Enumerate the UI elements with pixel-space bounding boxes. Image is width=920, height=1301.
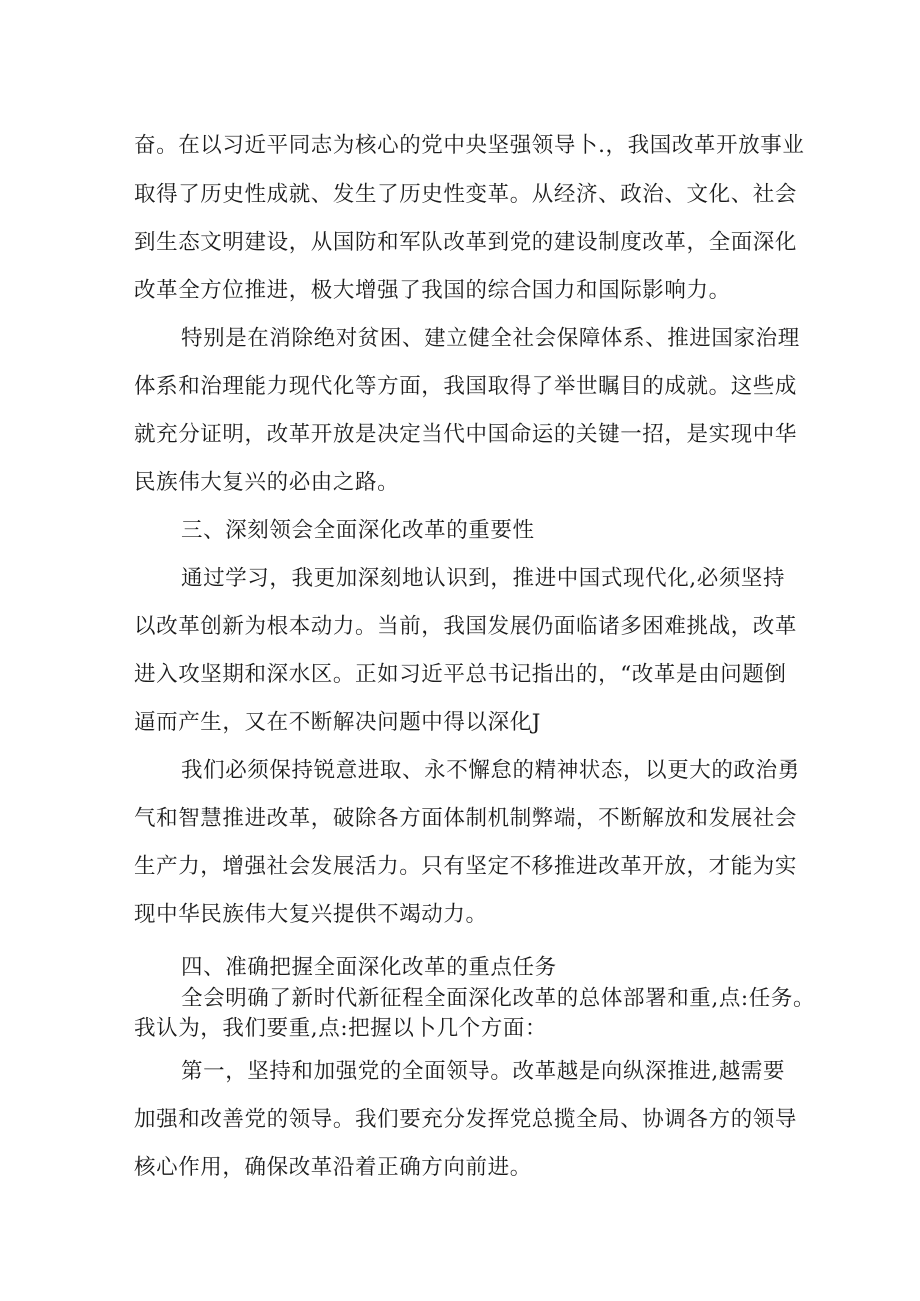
text-line: 民族伟大复兴的必由之路。 [134,470,400,495]
text-line: 加强和改善党的领导。我们要充分发挥党总揽全局、协调各方的领导 [134,1107,798,1132]
text-line: 全会明确了新时代新征程全面深化改革的总体部署和重,点:任务。 [181,986,816,1011]
text-line: 以改革创新为根本动力。当前，我国发展仍面临诸多困难挑战，改革 [134,614,798,639]
text-line: 到生态文明建设，从国防和军队改革到党的建设制度改革，全面深化 [134,230,798,255]
section-heading: 四、准确把握全面深化改革的重点任务 [181,955,557,980]
section-heading: 三、深刻领会全面深化改革的重要性 [181,518,535,543]
text-line: 我们必须保持锐意进取、永不懈怠的精神状态，以更大的政治勇 [181,758,800,783]
text-line: 核心作用，确保改革沿着正确方向前进。 [134,1155,532,1180]
text-line: 现中华民族伟大复兴提供不竭动力。 [134,902,488,927]
text-line: 取得了历史性成就、发生了历史性变革。从经济、政治、文化、社会 [134,182,798,207]
text-line: 气和智慧推进改革，破除各方面体制机制弊端，不断解放和发展社会 [134,806,798,831]
text-line: 逼而产生，又在不断解决问题中得以深化J [134,710,542,735]
text-line: 进入攻坚期和深水区。正如习近平总书记指出的，“改革是由问题倒 [134,662,787,687]
text-line: 通过学习，我更加深刻地认识到，推进中国式现代化,必须坚持 [181,566,786,591]
text-line: 奋。在以习近平同志为核心的党中央坚强领导卜.，我国改革开放事业 [134,133,805,158]
text-line: 特别是在消除绝对贫困、建立健全社会保障体系、推进国家治理 [181,326,800,351]
text-line: 我认为，我们要重,点:把握以卜几个方面： [134,1016,548,1041]
text-line: 第一，坚持和加强党的全面领导。改革越是向纵深推进,越需要 [181,1059,786,1084]
text-line: 生产力，增强社会发展活力。只有坚定不移推进改革开放，才能为实 [134,854,798,879]
text-line: 体系和治理能力现代化等方面，我国取得了举世瞩目的成就。这些成 [134,374,798,399]
text-line: 就充分证明，改革开放是决定当代中国命运的关键一招，是实现中华 [134,422,798,447]
text-line: 改革全方位推进，极大增强了我国的综合国力和国际影响力。 [134,278,731,303]
